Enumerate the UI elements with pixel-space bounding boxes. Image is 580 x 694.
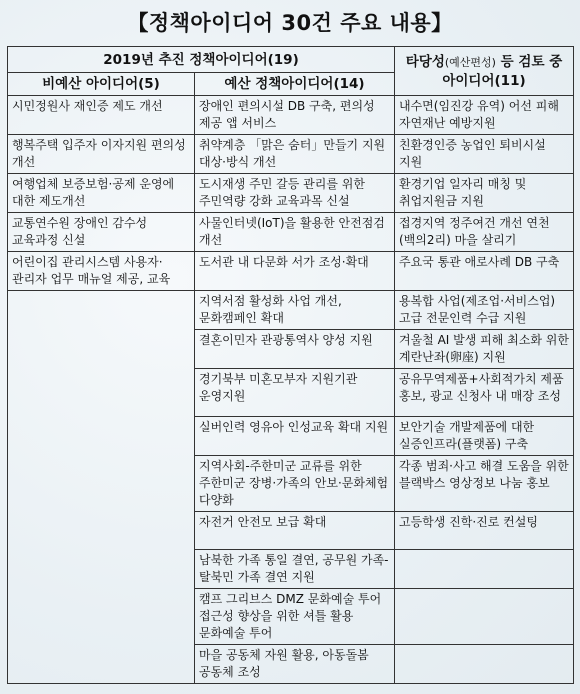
budget-item: 캠프 그리브스 DMZ 문화예술 투어 접근성 향상을 위한 셔틀 활용 문화예술 투어 xyxy=(195,589,395,645)
header-under-review xyxy=(395,47,574,96)
header-non-budget: 비예산 아이디어(5) xyxy=(8,73,195,96)
review-item xyxy=(395,589,574,645)
review-item: 공유무역제품+사회적가치 제품 홍보, 광교 신청사 내 매장 조성 xyxy=(395,369,574,417)
budget-item: 결혼이민자 관광통역사 양성 지원 xyxy=(195,330,395,369)
non-budget-item: 행복주택 입주자 이자지원 편의성 개선 xyxy=(8,135,195,174)
budget-item: 실버인력 영유아 인성교육 확대 지원 xyxy=(195,417,395,456)
header-promoted-2019: 2019년 추진 정책아이디어(19) xyxy=(8,47,395,73)
non-budget-item: 교통연수원 장애인 감수성 교육과정 신설 xyxy=(8,213,195,252)
review-item xyxy=(395,550,574,589)
review-item: 보안기술 개발제품에 대한 실증인프라(플랫폼) 구축 xyxy=(395,417,574,456)
review-item: 접경지역 정주여건 개선 연천(백의2리) 마을 살리기 xyxy=(395,213,574,252)
review-item: 고등학생 진학·진로 컨설팅 xyxy=(395,512,574,550)
budget-item: 도서관 내 다문화 서가 조성·확대 xyxy=(195,252,395,291)
budget-item: 장애인 편의시설 DB 구축, 편의성 제공 앱 서비스 xyxy=(195,96,395,135)
review-item: 내수면(임진강 유역) 어선 피해 자연재난 예방지원 xyxy=(395,96,574,135)
review-item: 주요국 통관 애로사례 DB 구축 xyxy=(395,252,574,291)
non-budget-item: 어린이집 관리시스템 사용자·관리자 업무 매뉴얼 제공, 교육 xyxy=(8,252,195,291)
header-budget: 예산 정책아이디어(14) xyxy=(195,73,395,96)
non-budget-item: 여행업체 보증보험·공제 운영에 대한 제도개선 xyxy=(8,174,195,213)
budget-item: 마을 공동체 자원 활용, 아동돌봄 공동체 조성 xyxy=(195,645,395,684)
review-item: 각종 범죄·사고 해결 도움을 위한 블랙박스 영상정보 나눔 홍보 xyxy=(395,456,574,512)
review-item: 용복합 사업(제조업·서비스업) 고급 전문인력 수급 지원 xyxy=(395,291,574,330)
header-feasibility-note: (예산편성) xyxy=(444,55,496,69)
budget-item: 자전거 안전모 보급 확대 xyxy=(195,512,395,550)
review-item: 환경기업 일자리 매칭 및 취업지원금 지원 xyxy=(395,174,574,213)
page-title: 【정책아이디어 30건 주요 내용】 xyxy=(127,11,453,35)
budget-item: 경기북부 미혼모부자 지원기관 운영지원 xyxy=(195,369,395,417)
non-budget-item: 시민정원사 재인증 제도 개선 xyxy=(8,96,195,135)
review-item: 겨울철 AI 발생 피해 최소화 위한 계란난좌(卵座) 지원 xyxy=(395,330,574,369)
budget-item: 지역사회-주한미군 교류를 위한 주한미군 장병·가족의 안보·문화체험 다양화 xyxy=(195,456,395,512)
non-budget-empty xyxy=(8,291,195,684)
review-item xyxy=(395,645,574,684)
budget-item: 지역서점 활성화 사업 개선, 문화캠페인 확대 xyxy=(195,291,395,330)
budget-item: 사물인터넷(IoT)을 활용한 안전점검 개선 xyxy=(195,213,395,252)
budget-item: 남북한 가족 통일 결연, 공무원 가족-탈북민 가족 결연 지원 xyxy=(195,550,395,589)
header-feasibility: 타당성 xyxy=(405,53,445,70)
review-item: 친환경인증 농업인 퇴비시설 지원 xyxy=(395,135,574,174)
budget-item: 도시재생 주민 갈등 관리를 위한 주민역량 강화 교육과목 신설 xyxy=(195,174,395,213)
policy-ideas-table xyxy=(7,46,574,684)
header-under-review-label: 등 검토 중 아이디어(11) xyxy=(442,53,563,89)
budget-item: 취약계층 「맑은 숨터」만들기 지원 대상·방식 개선 xyxy=(195,135,395,174)
